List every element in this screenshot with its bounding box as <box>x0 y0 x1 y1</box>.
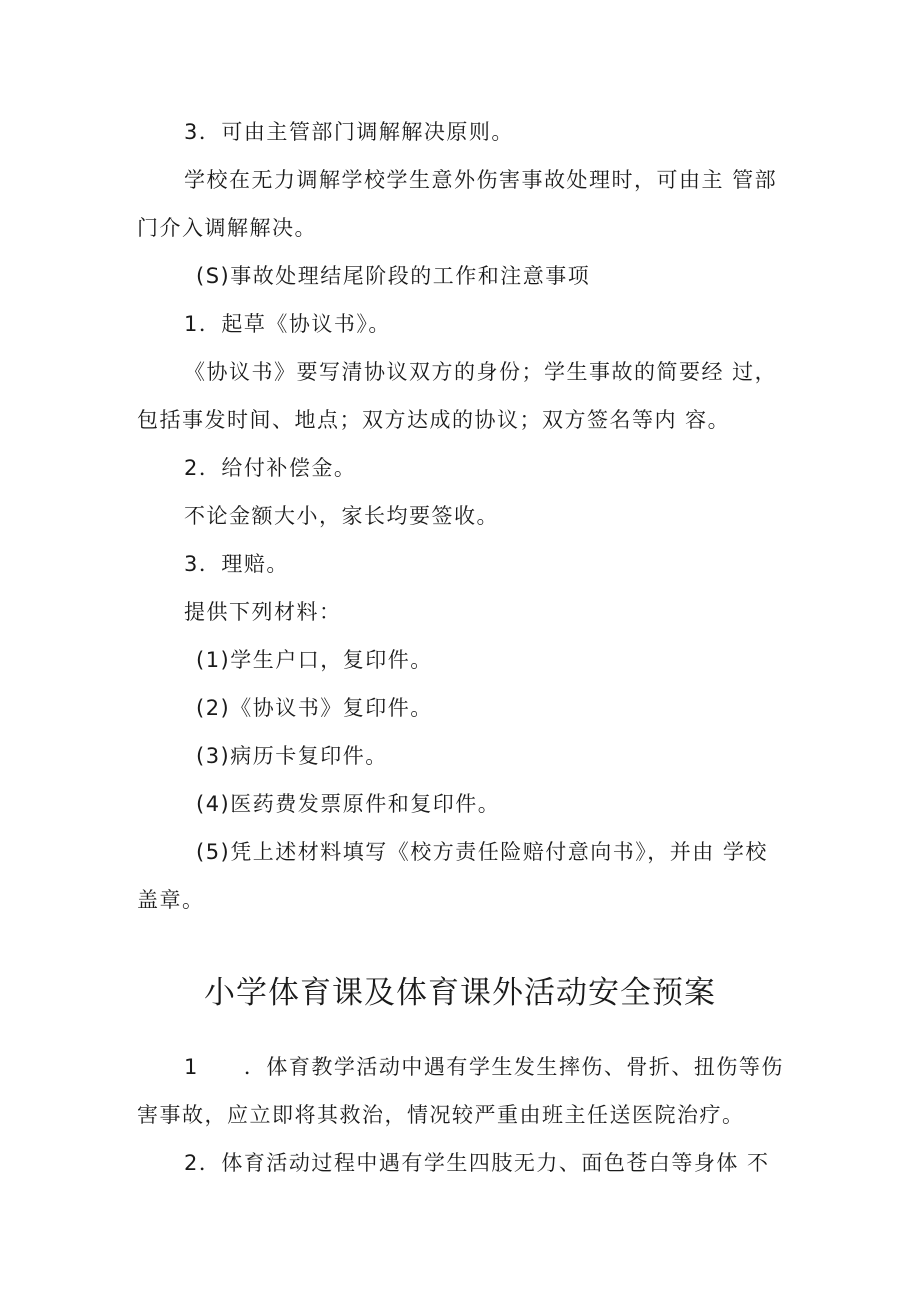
list-item: (1)学生户口，复印件。 <box>196 648 433 672</box>
paragraph-line: 害事故，应立即将其救治，情况较严重由班主任送医院治疗。 <box>137 1103 745 1127</box>
paragraph-line: 门介入调解解决。 <box>137 216 317 240</box>
paragraph-line: 盖章。 <box>137 888 205 912</box>
paragraph-line: 3．可由主管部门调解解决原则。 <box>184 120 514 144</box>
list-item: (5)凭上述材料填写《校方责任险赔付意向书》，并由 学校 <box>196 840 768 864</box>
paragraph-line: 不论金额大小，家长均要签收。 <box>184 504 499 528</box>
section-heading: (S)事故处理结尾阶段的工作和注意事项 <box>196 264 591 288</box>
list-item: (4)医药费发票原件和复印件。 <box>196 792 501 816</box>
list-item: (2)《协议书》复印件。 <box>196 696 433 720</box>
list-item: (3)病历卡复印件。 <box>196 744 388 768</box>
paragraph-line: 《协议书》要写清协议双方的身份；学生事故的简要经 过， <box>184 360 778 384</box>
page-title: 小学体育课及体育课外活动安全预案 <box>204 975 716 1011</box>
paragraph-line: 1 ．体育教学活动中遇有学生发生摔伤、骨折、扭伤等伤 <box>184 1055 784 1079</box>
paragraph-line: 3．理赔。 <box>184 552 289 576</box>
paragraph-line: 2．给付补偿金。 <box>184 456 357 480</box>
paragraph-line: 学校在无力调解学校学生意外伤害事故处理时，可由主 管部 <box>184 168 778 192</box>
paragraph-line: 提供下列材料： <box>184 600 342 624</box>
paragraph-line: 包括事发时间、地点；双方达成的协议；双方签名等内 容。 <box>137 408 731 432</box>
paragraph-line: 1．起草《协议书》。 <box>184 312 391 336</box>
paragraph-line: 2．体育活动过程中遇有学生四肢无力、面色苍白等身体 不 <box>184 1151 770 1175</box>
